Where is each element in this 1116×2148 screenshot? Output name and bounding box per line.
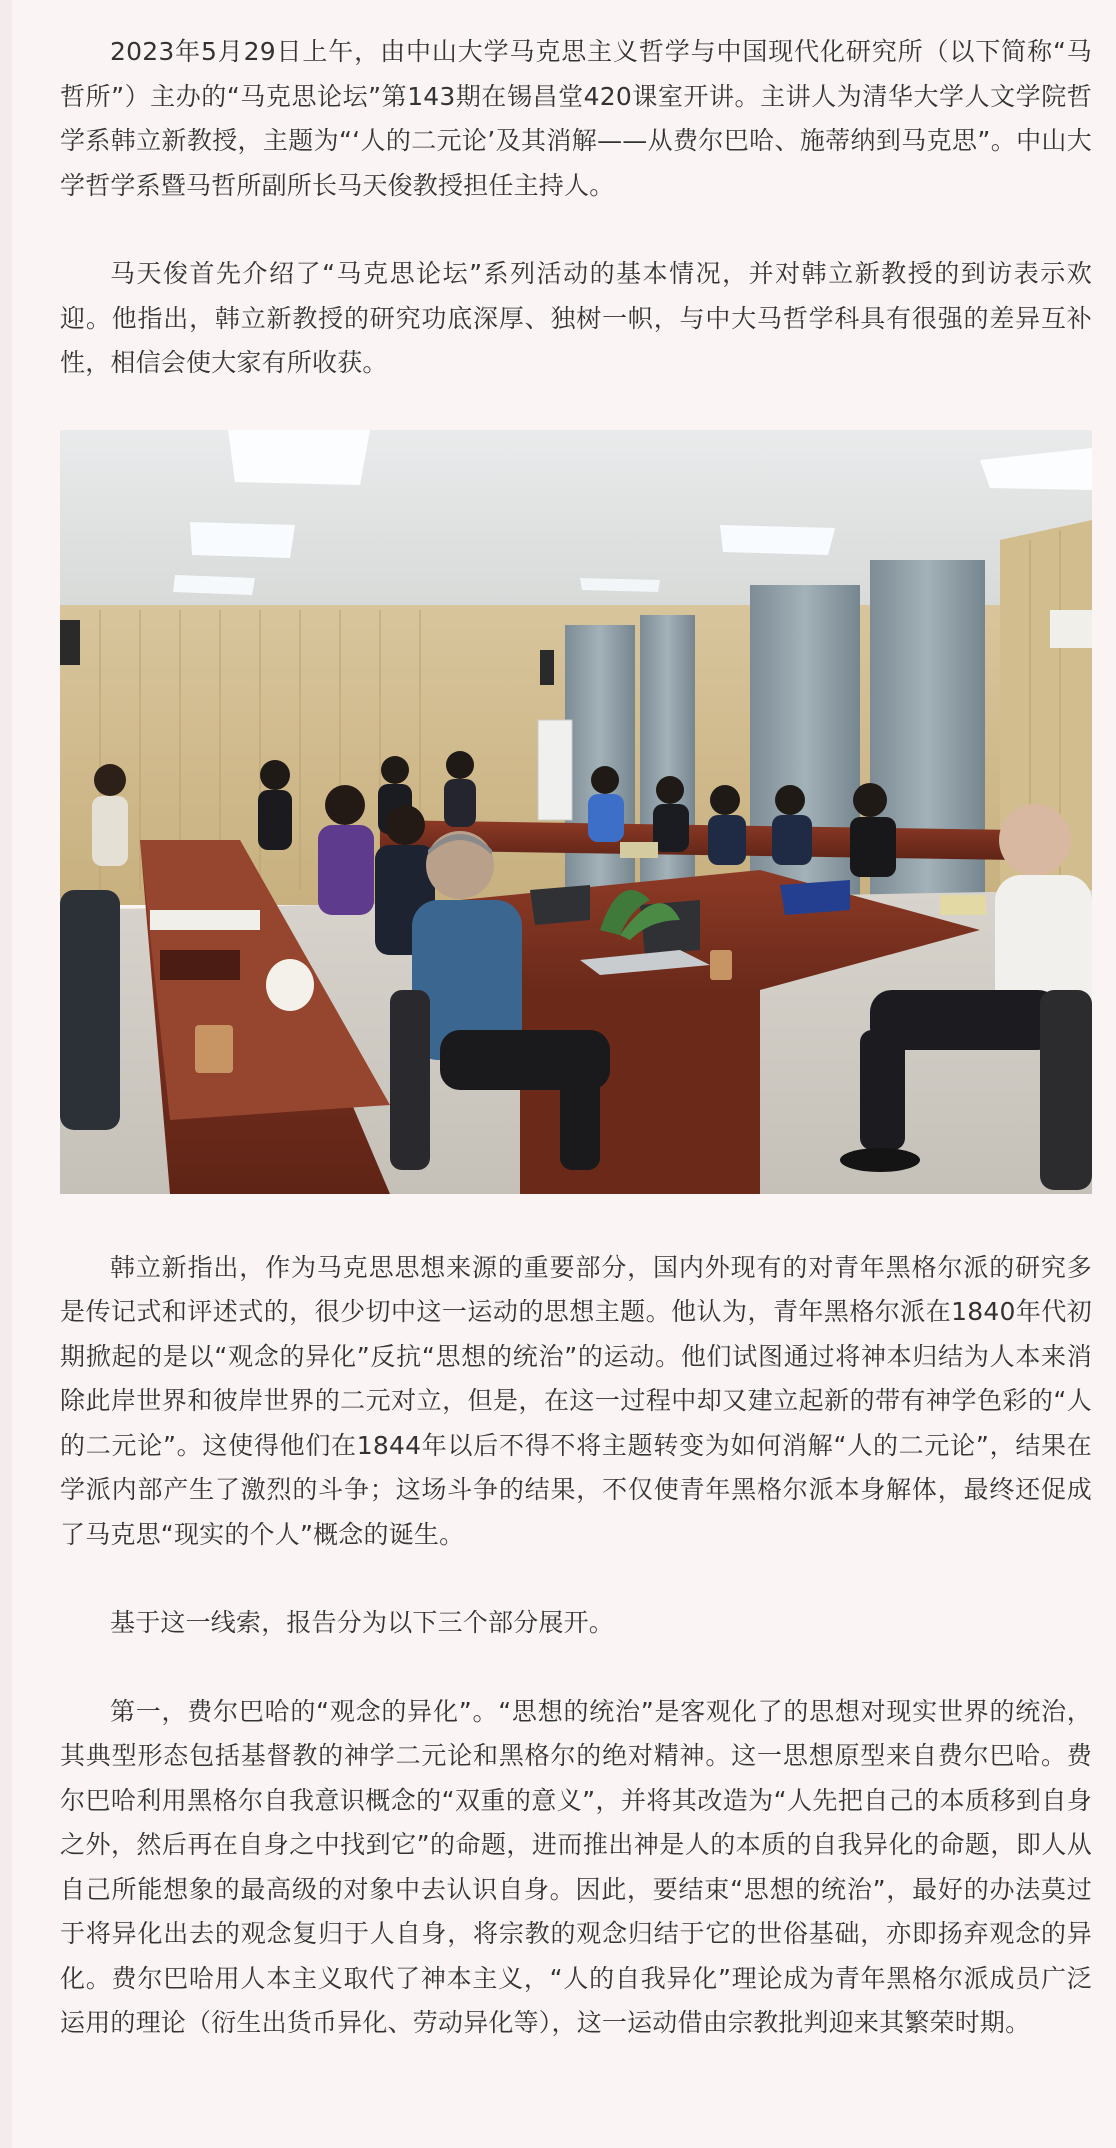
paragraph-host-intro: 马天俊首先介绍了“马克思论坛”系列活动的基本情况，并对韩立新教授的到访表示欢迎。他指出，韩立新教授的研究功底深厚、独树一帜，与中大马哲学科具有很强的差异互补性，相信会使大家有所收获。 (60, 259, 1092, 377)
classroom-photo-illustration (60, 430, 1092, 1194)
article-body (60, 30, 1092, 2090)
paragraph-intro: 2023年5月29日上午，由中山大学马克思主义哲学与中国现代化研究所（以下简称“马哲所”）主办的“马克思论坛”第143期在锡昌堂420课室开讲。主讲人为清华大学人文学院哲学系韩立新教授，主题为“‘人的二元论’及其消解——从费尔巴哈、施蒂纳到马克思”。中山大学哲学系暨马哲所副所长马天俊教授担任主持人。 (60, 37, 1092, 200)
event-photo (60, 430, 1092, 1194)
paragraph-thesis: 韩立新指出，作为马克思思想来源的重要部分，国内外现有的对青年黑格尔派的研究多是传记式和评述式的，很少切中这一运动的思想主题。他认为，青年黑格尔派在1840年代初期掀起的是以“观念的异化”反抗“思想的统治”的运动。他们试图通过将神本归结为人本来消除此岸世界和彼岸世界的二元对立，但是，在这一过程中却又建立起新的带有神学色彩的“人的二元论”。这使得他们在1844年以后不得不将主题转变为如何消解“人的二元论”，结果在学派内部产生了激烈的斗争；这场斗争的结果，不仅使青年黑格尔派本身解体，最终还促成了马克思“现实的个人”概念的诞生。 (60, 1252, 1092, 1549)
paragraph-structure: 基于这一线索，报告分为以下三个部分展开。 (110, 1608, 615, 1637)
page (12, 0, 1116, 2148)
paragraph-part-one: 第一，费尔巴哈的“观念的异化”。“思想的统治”是客观化了的思想对现实世界的统治，其典型形态包括基督教的神学二元论和黑格尔的绝对精神。这一思想原型来自费尔巴哈。费尔巴哈利用黑格尔自我意识概念的“双重的意义”，并将其改造为“人先把自己的本质移到自身之外，然后再在自身之中找到它”的命题，进而推出神是人的本质的自我异化的命题，即人从自己所能想象的最高级的对象中去认识自身。因此，要结束“思想的统治”，最好的办法莫过于将异化出去的观念复归于人自身，将宗教的观念归结于它的世俗基础，亦即扬弃观念的异化。费尔巴哈用人本主义取代了神本主义，“人的自我异化”理论成为青年黑格尔派成员广泛运用的理论（衍生出货币异化、劳动异化等），这一运动借由宗教批判迎来其繁荣时期。 (60, 1696, 1092, 2037)
